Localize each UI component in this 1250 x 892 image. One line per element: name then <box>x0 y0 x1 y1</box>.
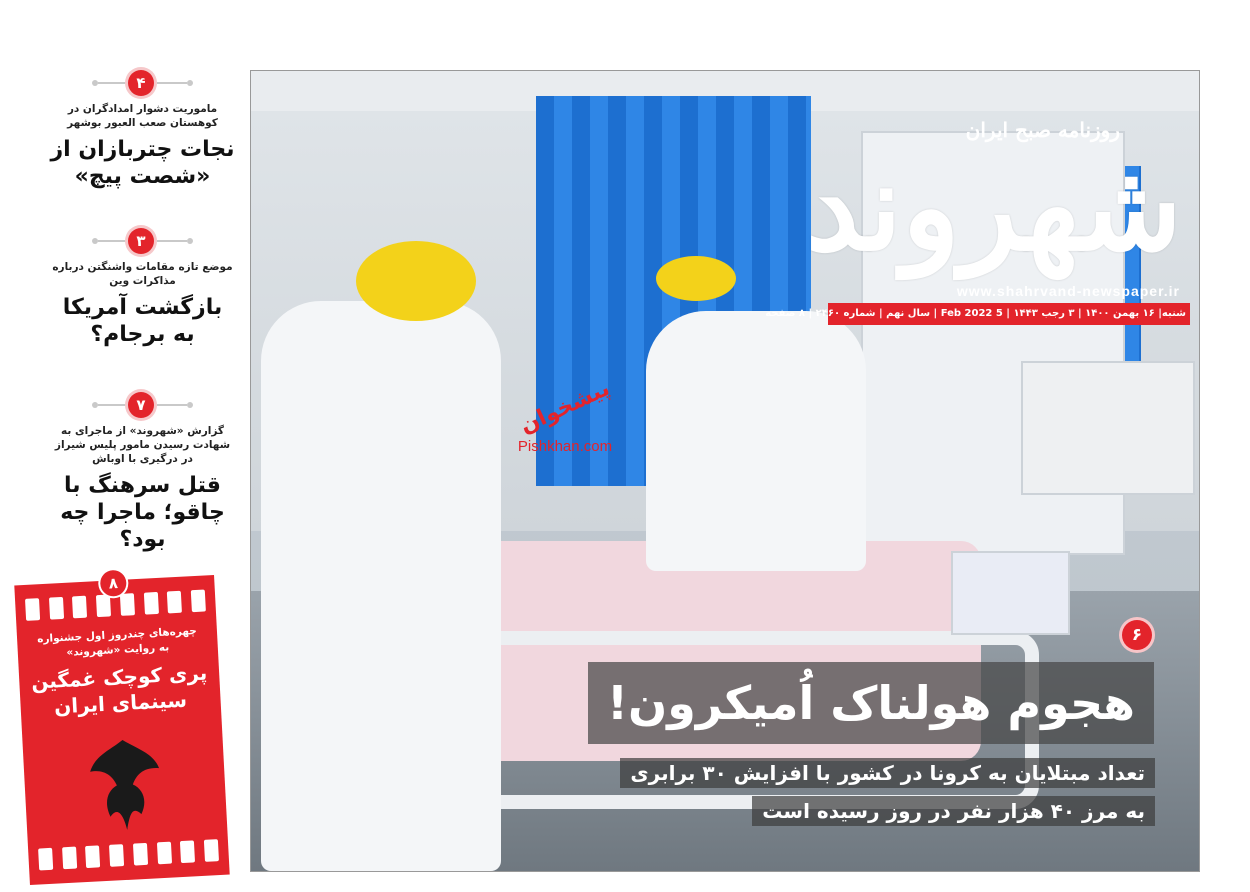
promo-headline: پری کوچک غمگین سینمای ایران <box>30 660 208 719</box>
teaser-3[interactable] <box>50 392 235 553</box>
teaser-kicker: گزارش «شهروند» از ماجرای به شهادت رسیدن مامور پلیس شیراز در درگیری با اوباش <box>54 425 231 465</box>
face-shield-visor <box>356 241 476 321</box>
masthead <box>765 78 1190 328</box>
page-marker <box>50 228 235 254</box>
face-shield-visor <box>656 256 736 301</box>
teaser-kicker: ماموریت دشوار امدادگران در کوهستان صعب العبور بوشهر <box>67 103 218 129</box>
health-worker-left <box>261 301 501 871</box>
film-festival-promo[interactable] <box>14 575 229 885</box>
teaser-headline: قتل سرهنگ با چاقو؛ ماجرا چه بود؟ <box>60 473 225 552</box>
page-number-badge: ۳ <box>128 228 154 254</box>
watermark-fa: پیشخوان <box>516 375 614 440</box>
dateline-bar: شنبه| ۱۶ بهمن ۱۴۰۰ | ۳ رجب ۱۴۴۳ | 5 Feb 2022 | سال نهم | شماره ۲۴۶۰ | ۸ صفحه <box>828 303 1190 325</box>
teaser-1[interactable] <box>50 70 235 190</box>
website-url[interactable]: www.shahrvand-newspaper.ir <box>956 283 1180 299</box>
teaser-kicker: موضع تازه مقامات واشنگتن درباره مذاکرات وین <box>52 261 233 287</box>
page-marker <box>50 392 235 418</box>
page-number-badge: ۶ <box>1122 620 1152 650</box>
masthead-subtitle: روزنامه صبح ایران <box>965 118 1120 142</box>
simorgh-logo-icon <box>82 728 168 842</box>
main-subhead-1: تعداد مبتلایان به کرونا در کشور با افزایش ۳۰ برابری <box>620 758 1155 788</box>
watermark-en: Pishkhan.com <box>517 438 613 455</box>
page-marker <box>50 70 235 96</box>
teaser-headline: نجات چتربازان از «شصت پیچ» <box>50 137 235 189</box>
teaser-2[interactable] <box>50 228 235 348</box>
ventilator-monitor <box>951 551 1070 635</box>
hospital-bed-background <box>1021 361 1195 495</box>
newspaper-logo: شهروند <box>805 137 1182 278</box>
page-number-badge: ۷ <box>128 392 154 418</box>
health-worker-right <box>646 311 866 571</box>
main-subhead-2: به مرز ۴۰ هزار نفر در روز رسیده است <box>752 796 1155 826</box>
film-holes <box>38 839 219 870</box>
pishkhan-watermark <box>505 375 625 485</box>
page-number-badge: ۸ <box>98 567 130 599</box>
promo-kicker: چهره‌های چندروز اول جشنواره به روایت «شهروند» <box>36 624 198 659</box>
teaser-headline: بازگشت آمریکا به برجام؟ <box>62 295 223 347</box>
page-number-badge: ۴ <box>128 70 154 96</box>
main-headline[interactable]: هجوم هولناک اُمیکرون! <box>588 662 1154 744</box>
